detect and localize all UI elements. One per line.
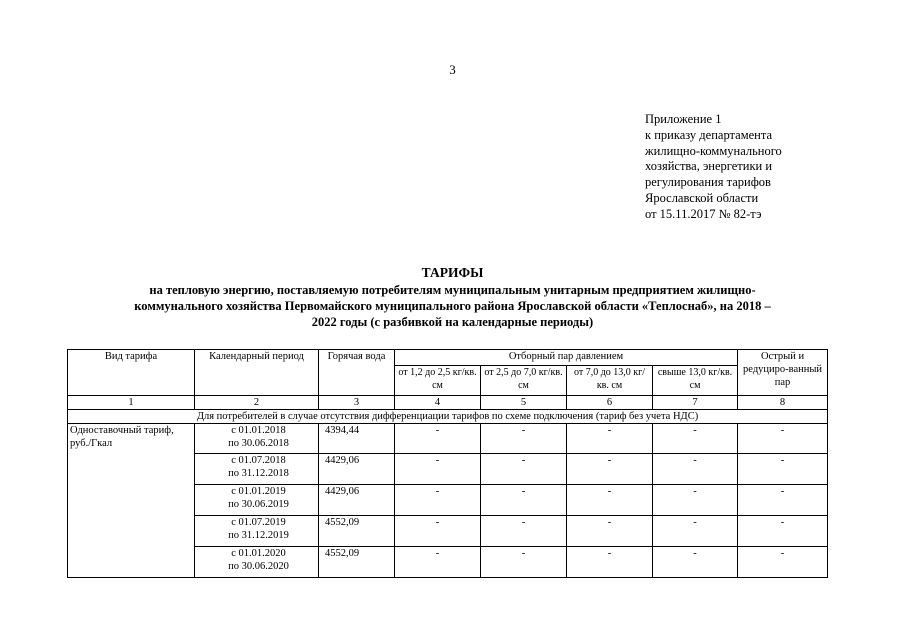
header-sharp-steam: Острый и редуциро-ванный пар (738, 350, 828, 396)
hot-water-value: 4552,09 (319, 547, 395, 578)
appendix-line: хозяйства, энергетики и (645, 159, 773, 174)
period-to: по 30.06.2018 (228, 438, 289, 449)
section-row (68, 410, 828, 424)
steam-1-value: - (395, 516, 481, 547)
subtitle-line: на тепловую энергию, поставляемую потребителям муниципальным унитарным предприятием жилищно- (149, 283, 756, 297)
hot-water-value: 4394,44 (319, 424, 395, 454)
period-from: с 01.01.2018 (231, 425, 286, 436)
steam-1-value: - (395, 424, 481, 454)
sharp-steam-value: - (738, 454, 828, 485)
period-cell (195, 454, 319, 485)
period-cell (195, 424, 319, 454)
sharp-steam-value: - (738, 547, 828, 578)
steam-3-value: - (567, 547, 653, 578)
steam-2-value: - (481, 485, 567, 516)
hot-water-value: 4429,06 (319, 485, 395, 516)
steam-1-value: - (395, 547, 481, 578)
steam-1-value: - (395, 454, 481, 485)
steam-2-value: - (481, 454, 567, 485)
subtitle-line: коммунального хозяйства Первомайского муниципального района Ярославской области «Теплоснаб», на 2018 – (134, 299, 771, 313)
steam-2-value: - (481, 424, 567, 454)
period-from: с 01.01.2020 (231, 548, 286, 559)
header-steam-1: от 1,2 до 2,5 кг/кв. см (395, 366, 481, 396)
column-number: 7 (653, 396, 738, 410)
sharp-steam-value: - (738, 424, 828, 454)
period-to: по 31.12.2019 (228, 530, 289, 541)
tariff-name: Одноставочный тариф, руб./Гкал (68, 424, 195, 578)
header-steam-group: Отборный пар давлением (395, 350, 738, 366)
steam-3-value: - (567, 424, 653, 454)
period-to: по 30.06.2020 (228, 561, 289, 572)
page-number: 3 (449, 62, 456, 77)
steam-4-value: - (653, 454, 738, 485)
header-vid-tarifa: Вид тарифа (68, 350, 195, 396)
document-title: ТАРИФЫ (421, 265, 484, 280)
period-cell (195, 516, 319, 547)
header-steam-2: от 2,5 до 7,0 кг/кв. см (481, 366, 567, 396)
appendix-block (645, 112, 782, 223)
steam-2-value: - (481, 547, 567, 578)
column-number: 8 (738, 396, 828, 410)
period-from: с 01.01.2019 (231, 486, 286, 497)
document-subtitle (60, 282, 845, 330)
appendix-line: к приказу департамента (645, 127, 773, 142)
column-number: 4 (395, 396, 481, 410)
hot-water-value: 4429,06 (319, 454, 395, 485)
sharp-steam-value: - (738, 516, 828, 547)
steam-3-value: - (567, 516, 653, 547)
appendix-line: Ярославской области (645, 190, 759, 205)
steam-4-value: - (653, 547, 738, 578)
hot-water-value: 4552,09 (319, 516, 395, 547)
table-row (68, 424, 828, 454)
header-hot-water: Горячая вода (319, 350, 395, 396)
appendix-line: от 15.11.2017 № 82-тэ (645, 206, 762, 221)
steam-2-value: - (481, 516, 567, 547)
column-number-row (68, 396, 828, 410)
column-number: 2 (195, 396, 319, 410)
section-caption: Для потребителей в случае отсутствия дифференциации тарифов по схеме подключения (тариф без учета НДС) (68, 410, 828, 424)
period-to: по 30.06.2019 (228, 499, 289, 510)
appendix-line: Приложение 1 (645, 112, 722, 126)
column-number: 6 (567, 396, 653, 410)
period-cell (195, 485, 319, 516)
header-row (68, 350, 828, 366)
appendix-line: регулирования тарифов (645, 175, 771, 190)
header-period: Календарный период (195, 350, 319, 396)
steam-4-value: - (653, 516, 738, 547)
steam-3-value: - (567, 485, 653, 516)
period-from: с 01.07.2019 (231, 517, 286, 528)
sharp-steam-value: - (738, 485, 828, 516)
tariff-table (67, 349, 828, 578)
steam-4-value: - (653, 424, 738, 454)
column-number: 5 (481, 396, 567, 410)
steam-4-value: - (653, 485, 738, 516)
column-number: 3 (319, 396, 395, 410)
period-from: с 01.07.2018 (231, 455, 286, 466)
steam-1-value: - (395, 485, 481, 516)
subtitle-line: 2022 годы (с разбивкой на календарные периоды) (311, 315, 594, 329)
appendix-line: жилищно-коммунального (645, 143, 782, 158)
header-steam-4: свыше 13,0 кг/кв. см (653, 366, 738, 396)
header-steam-3: от 7,0 до 13,0 кг/кв. см (567, 366, 653, 396)
steam-3-value: - (567, 454, 653, 485)
period-to: по 31.12.2018 (228, 468, 289, 479)
period-cell (195, 547, 319, 578)
column-number: 1 (68, 396, 195, 410)
